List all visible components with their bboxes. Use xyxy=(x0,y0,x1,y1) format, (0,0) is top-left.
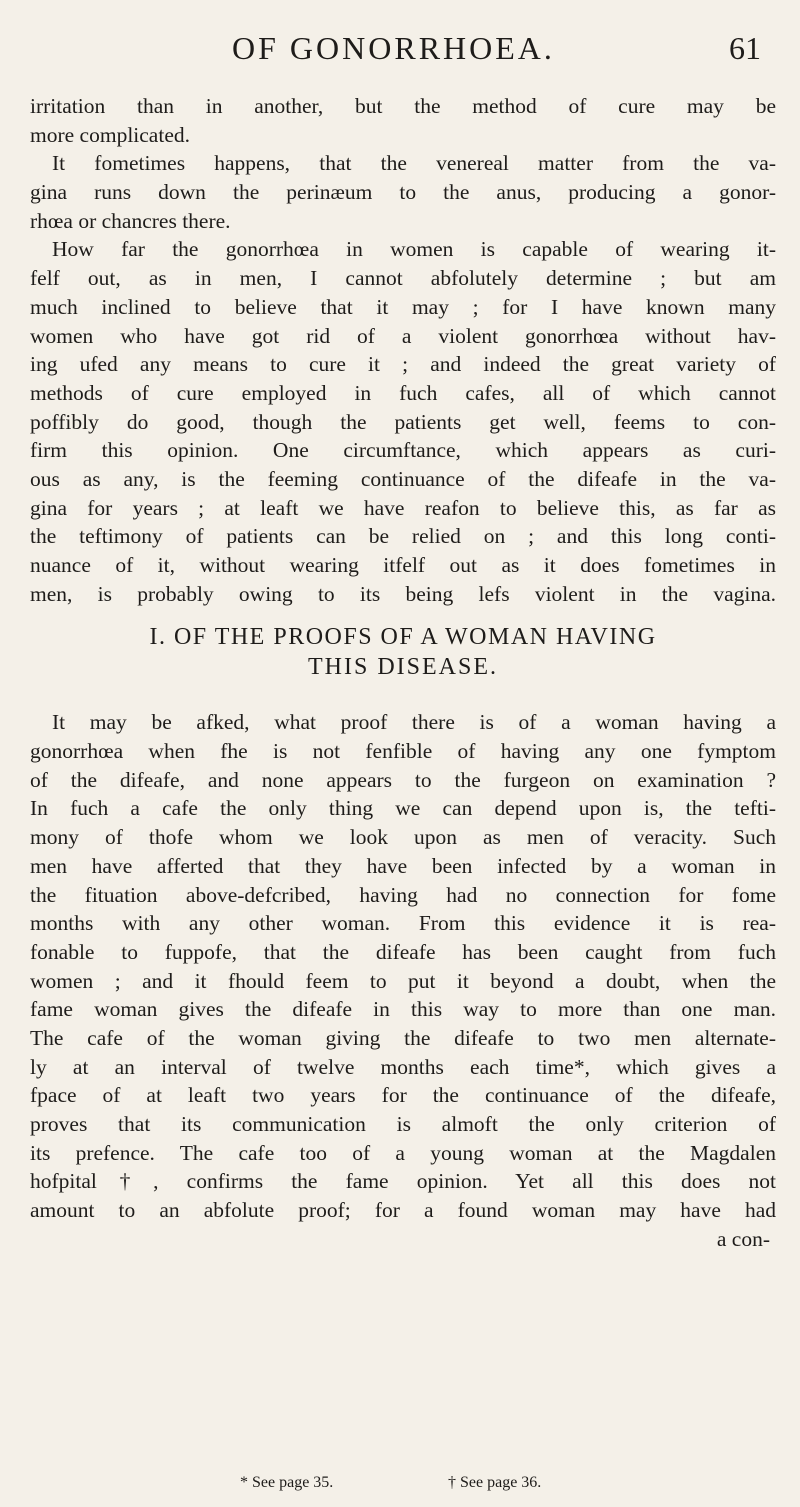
text-line: ly at an interval of twelve months each time*, which gives a xyxy=(30,1054,776,1079)
text-line: It fometimes happens, that the venereal matter from the va- xyxy=(52,151,776,176)
text-line: ous as any, is the feeming continuance of the difeafe in the va- xyxy=(30,466,776,491)
text-line: poffibly do good, though the patients get well, feems to con- xyxy=(30,409,776,434)
text-line: proves that its communication is almoft the only criterion of xyxy=(30,1112,776,1136)
text-line: months with any other woman. From this evidence it is rea- xyxy=(30,911,776,936)
section-spacer xyxy=(30,682,776,708)
text-line: gonorrhœa when fhe is not fenfible of having any one fymptom xyxy=(30,739,776,764)
page-number: 61 xyxy=(729,30,761,66)
section-heading: I. OF THE PROOFS OF A WOMAN HAVING xyxy=(149,624,657,651)
body-text xyxy=(30,92,776,1253)
text-line: fpace of at leaft two years for the continuance of the difeafe, xyxy=(30,1083,776,1108)
text-line: women who have got rid of a violent gonorrhœa without hav- xyxy=(30,323,776,348)
text-line: men have afferted that they have been infected by a woman in xyxy=(30,853,776,878)
section-heading-continued: THIS DISEASE. xyxy=(307,654,498,681)
text-line: more complicated. xyxy=(30,122,190,147)
footnote: † See page 36. xyxy=(448,1474,542,1491)
catchword: a con- xyxy=(716,1226,770,1251)
footnotes xyxy=(0,1474,800,1502)
text-line: fonable to fuppofe, that the difeafe has been caught from fuch xyxy=(30,939,776,964)
text-line: fame woman gives the difeafe in this way to more than one man. xyxy=(30,997,776,1022)
text-line: the fituation above-defcribed, having had no connection for fome xyxy=(30,882,776,907)
text-line: amount to an abfolute proof; for a found woman may have had xyxy=(30,1198,776,1223)
text-line: gina runs down the perinæum to the anus, producing a gonor- xyxy=(30,180,776,205)
text-line: much inclined to believe that it may ; for I have known many xyxy=(30,294,776,319)
text-line: In fuch a cafe the only thing we can depend upon is, the tefti- xyxy=(30,796,776,821)
text-line: rhœa or chancres there. xyxy=(30,208,231,233)
text-line: mony of thofe whom we look upon as men of veracity. Such xyxy=(30,825,776,850)
text-line: of the difeafe, and none appears to the furgeon on examination ? xyxy=(30,767,776,792)
text-line: methods of cure employed in fuch cafes, all of which cannot xyxy=(30,380,776,405)
text-line: firm this opinion. One circumftance, which appears as curi- xyxy=(30,438,776,463)
text-line: women ; and it fhould feem to put it beyond a doubt, when the xyxy=(30,968,776,993)
text-line: irritation than in another, but the method of cure may be xyxy=(30,94,776,118)
text-line: The cafe of the woman giving the difeafe to two men alternate- xyxy=(30,1025,776,1050)
text-line: hofpital†, confirms the fame opinion. Yet all this does not xyxy=(30,1169,776,1194)
text-line: felf out, as in men, I cannot abfolutely determine ; but am xyxy=(30,266,776,291)
text-line: ing ufed any means to cure it ; and indeed the great variety of xyxy=(30,352,776,377)
text-line: men, is probably owing to its being lefs violent in the vagina. xyxy=(30,581,776,606)
text-line: nuance of it, without wearing itfelf out as it does fometimes in xyxy=(30,553,776,577)
text-line: its prefence. The cafe too of a young woman at the Magdalen xyxy=(30,1140,776,1165)
text-line: How far the gonorrhœa in women is capable of wearing it- xyxy=(52,237,776,262)
running-head xyxy=(0,30,800,70)
text-line: the teftimony of patients can be relied on ; and this long conti- xyxy=(30,524,776,549)
running-title: OF GONORRHOEA. xyxy=(232,30,555,66)
text-line: gina for years ; at leaft we have reafon to believe this, as far as xyxy=(30,495,776,520)
footnote: * See page 35. xyxy=(240,1474,334,1491)
text-line: It may be afked, what proof there is of a woman having a xyxy=(52,710,776,735)
